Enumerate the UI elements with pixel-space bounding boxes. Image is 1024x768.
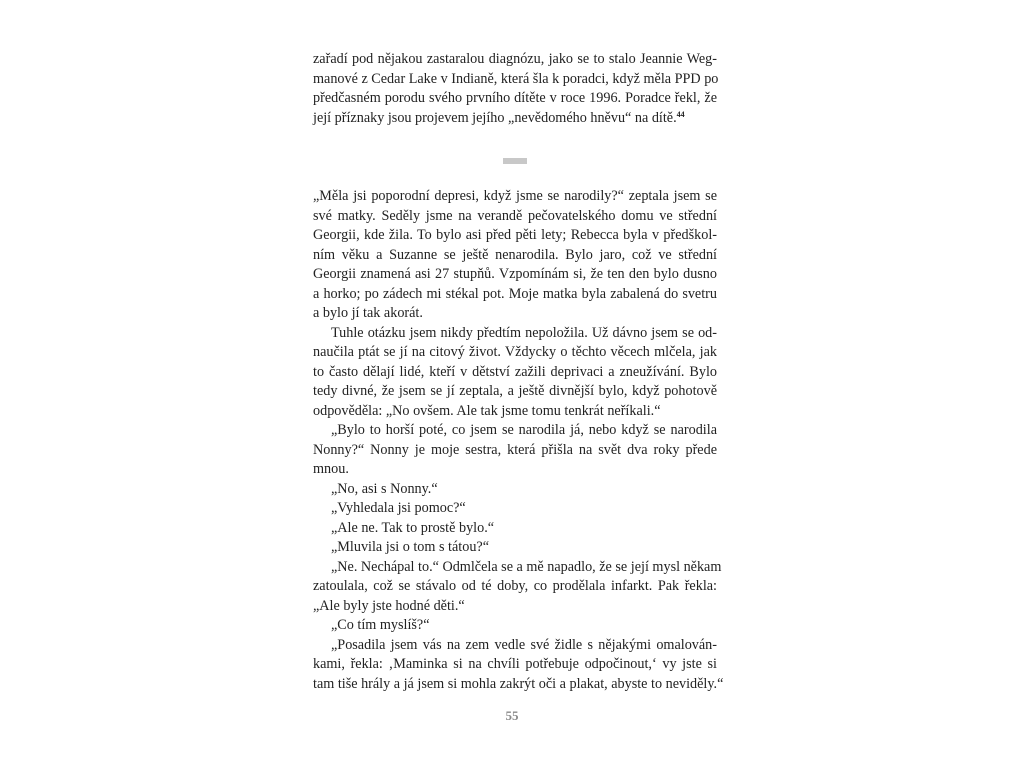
section-divider — [503, 158, 527, 164]
text-line: Georgii, kde žila. To bylo asi před pěti lety; Rebecca byla v předškol- — [313, 227, 717, 243]
text-line: „Bylo to horší poté, co jsem se narodila já, nebo když se narodila — [331, 422, 717, 438]
text-line: manové z Cedar Lake v Indianě, která šla k poradci, když měla PPD po — [313, 70, 719, 87]
text-line: Tuhle otázku jsem nikdy předtím nepoložila. Už dávno jsem se od- — [331, 324, 717, 341]
page-number: 55 — [505, 708, 519, 723]
text-line: předčasném porodu svého prvního dítěte v roce 1996. Poradce řekl, že — [313, 90, 717, 106]
section-body — [313, 187, 724, 694]
text-line: „No, asi s Nonny.“ — [331, 480, 438, 497]
text-line: „Měla jsi poporodní depresi, když jsme se narodily?“ zeptala jsem se — [313, 188, 717, 204]
text-line: Georgii znamená asi 27 stupňů. Vzpomínám si, že ten den bylo dusno — [313, 266, 717, 282]
text-line-with-footnote — [313, 109, 717, 129]
text-line: a horko; po zádech mi stékal pot. Moje matka byla zabalená do svetru — [313, 285, 717, 302]
top-paragraph — [313, 50, 717, 128]
text-line: ním věku a Suzanne se ještě nenarodila. Bylo jaro, což ve střední — [313, 246, 717, 263]
text-line: tam tiše hrály a já jsem si mohla zakrýt oči a plakat, abyste to neviděly.“ — [313, 675, 724, 692]
text-line: „Ale byly jste hodné děti.“ — [313, 597, 465, 614]
text-line: odpověděla: „No ovšem. Ale tak jsme tomu tenkrát neříkali.“ — [313, 402, 661, 419]
footnote-reference: 44 — [676, 109, 685, 119]
text-line: „Posadila jsem vás na zem vedle své židle s nějakými omalován- — [331, 636, 717, 653]
text-line: „Co tím myslíš?“ — [331, 617, 430, 633]
text-line: „Mluvila jsi o tom s tátou?“ — [331, 539, 490, 555]
text-line: kami, řekla: ‚Maminka si na chvíli potřebuje odpočinout,‘ vy jste si — [313, 656, 717, 672]
text-line: zatoulala, což se stávalo od té doby, co prodělala infarkt. Pak řekla: — [313, 578, 717, 594]
text-line: mnou. — [313, 461, 349, 477]
text-line: a bylo jí tak akorát. — [313, 305, 423, 321]
text-line: své matky. Seděly jsme na verandě pečovatelského domu ve střední — [313, 207, 717, 224]
text-line: „Ale ne. Tak to prostě bylo.“ — [331, 519, 495, 536]
text-line: naučila ptát se jí na citový život. Vždycky o těchto věcech mlčela, jak — [313, 344, 717, 360]
text-line: Nonny?“ Nonny je moje sestra, která přišla na svět dva roky přede — [313, 441, 717, 458]
text-line: „Ne. Nechápal to.“ Odmlčela se a mě napadlo, že se její mysl někam — [331, 558, 722, 575]
text-line: její příznaky jsou projevem jejího „nevědomého hněvu“ na dítě. — [313, 109, 677, 126]
text-line: zařadí pod nějakou zastaralou diagnózu, jako se to stalo Jeannie Weg- — [313, 51, 717, 67]
text-line: „Vyhledala jsi pomoc?“ — [331, 500, 466, 516]
text-line: to často dělají lidé, kteří v dětství zažili deprivaci a zneužívání. Bylo — [313, 363, 717, 380]
text-line: tedy divné, že jsem se jí zeptala, a ještě divnější bylo, když pohotově — [313, 383, 717, 399]
